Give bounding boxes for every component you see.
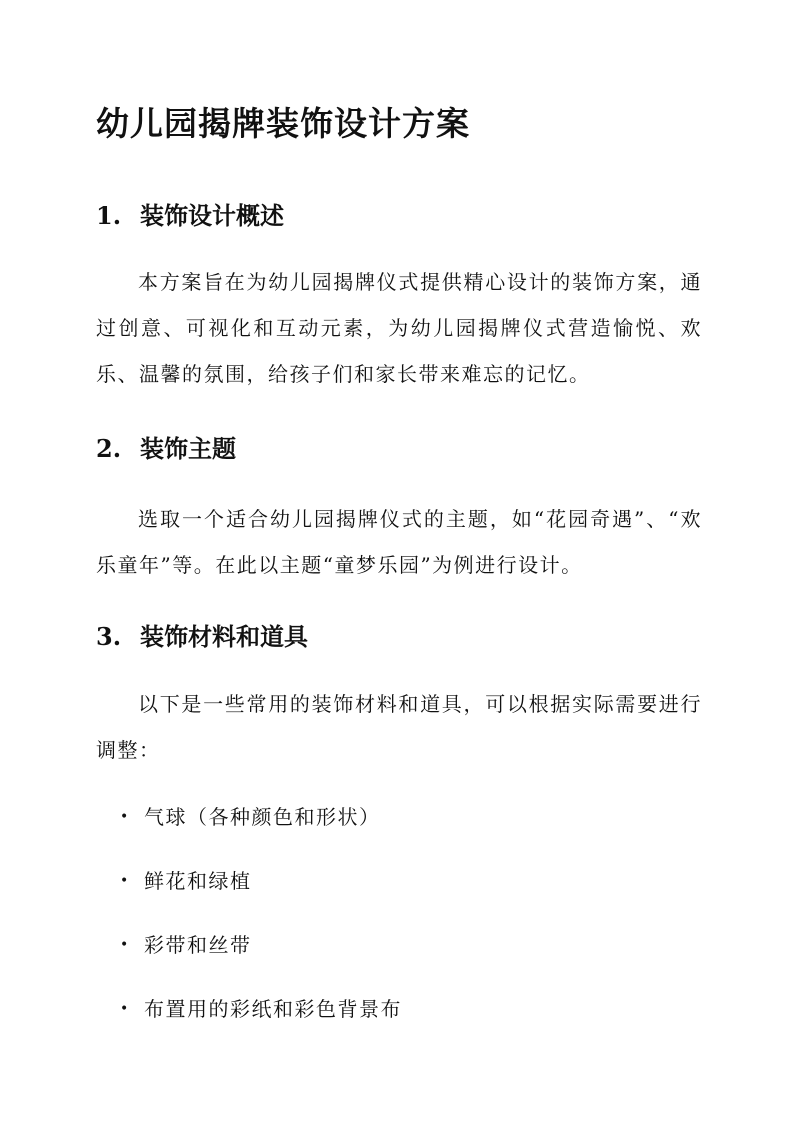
materials-list	[96, 795, 696, 1051]
section-paragraph-2: 选取一个适合幼儿园揭牌仪式的主题，如“花园奇遇”、“欢乐童年”等。在此以主题“童梦乐园”为例进行设计。	[96, 507, 702, 577]
list-item-text: 布置用的彩纸和彩色背景布	[144, 997, 402, 1021]
bullet-icon: •	[120, 937, 130, 953]
bullet-icon: •	[120, 1001, 130, 1017]
list-item	[96, 987, 696, 1051]
bullet-icon: •	[120, 809, 130, 825]
list-item-text: 气球（各种颜色和形状）	[144, 805, 381, 829]
list-item-text: 彩带和丝带	[144, 933, 252, 957]
section-heading-text: 装饰主题	[140, 434, 236, 463]
section-number: 1.	[96, 201, 122, 230]
document-title: 幼儿园揭牌装饰设计方案	[96, 104, 470, 143]
bullet-icon: •	[120, 873, 130, 889]
section-heading-text: 装饰材料和道具	[140, 622, 308, 651]
section-paragraph-1: 本方案旨在为幼儿园揭牌仪式提供精心设计的装饰方案，通过创意、可视化和互动元素，为幼儿园揭牌仪式营造愉悦、欢乐、温馨的氛围，给孩子们和家长带来难忘的记忆。	[96, 270, 702, 386]
section-paragraph-3: 以下是一些常用的装饰材料和道具，可以根据实际需要进行调整：	[96, 692, 702, 762]
section-heading-1	[96, 196, 284, 231]
section-number: 2.	[96, 434, 122, 463]
section-number: 3.	[96, 622, 122, 651]
section-heading-text: 装饰设计概述	[140, 201, 284, 230]
list-item	[96, 859, 696, 923]
list-item	[96, 923, 696, 987]
list-item	[96, 795, 696, 859]
section-heading-3	[96, 617, 308, 652]
list-item-text: 鲜花和绿植	[144, 869, 252, 893]
section-heading-2	[96, 429, 236, 464]
